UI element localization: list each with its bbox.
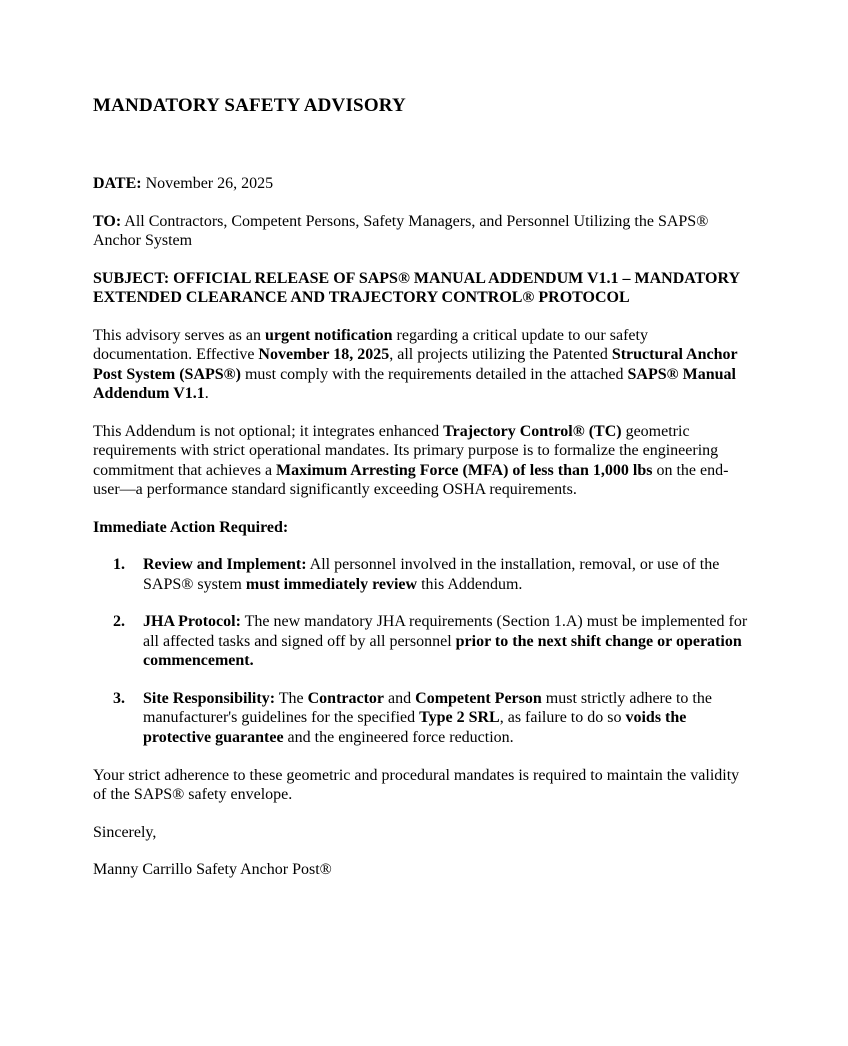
text-run: , as failure to do so	[499, 709, 626, 727]
document-title: MANDATORY SAFETY ADVISORY	[93, 95, 406, 116]
text-run: This advisory serves as an	[93, 326, 265, 344]
text-run: , all projects utilizing the Patented	[389, 346, 612, 364]
bold-text-run: November 18, 2025	[258, 346, 390, 364]
intro-paragraph	[93, 326, 748, 404]
list-item-number: 2.	[113, 613, 125, 631]
bold-text-run: voids the protective guarantee	[143, 709, 687, 746]
to-line	[93, 212, 748, 251]
text-run: regarding a critical update to our safety documentation. Effective	[93, 326, 648, 364]
text-run: on the end-user—a performance standard significantly exceeding OSHA requirements.	[93, 461, 729, 499]
bold-text-run: Contractor	[307, 689, 385, 707]
bold-text-run: SUBJECT: OFFICIAL RELEASE OF SAPS® MANUAL ADDENDUM V1.1 – MANDATORY EXTENDED CLEARANCE AND TRAJECTORY CONTROL® PROTOCOL	[93, 269, 740, 307]
text-run: Manny Carrillo Safety Anchor Post®	[93, 861, 332, 879]
list-item-jha-protocol	[93, 612, 748, 671]
list-item-site-responsibility	[93, 689, 748, 748]
immediate-action-heading	[93, 518, 748, 538]
bold-text-run: Site Responsibility:	[143, 689, 276, 707]
list-item-review-and-implement	[93, 555, 748, 594]
bold-text-run: Structural Anchor Post System (SAPS®)	[93, 346, 738, 383]
bold-text-run: prior to the next shift change or operation commencement.	[143, 632, 742, 670]
closing-paragraph	[93, 766, 748, 805]
list-item-text	[143, 555, 748, 594]
bold-text-run: TO:	[93, 212, 122, 230]
bold-text-run: Type 2 SRL	[419, 709, 500, 727]
text-run: must strictly adhere to the manufacturer's guidelines for the specified	[143, 689, 712, 727]
bold-text-run: Immediate Action Required:	[93, 518, 289, 536]
text-run: geometric requirements with strict operational mandates. Its primary purpose is to formalize the engineering commitment that achieves a	[93, 422, 719, 479]
document-body	[93, 174, 748, 879]
text-run: this Addendum.	[417, 575, 523, 593]
subject-line	[93, 269, 748, 308]
text-run: November 26, 2025	[141, 175, 274, 193]
text-run: must comply with the requirements detailed in the attached	[240, 365, 628, 383]
text-run: Your strict adherence to these geometric and procedural mandates is required to maintain the validity of the SAPS® safety envelope.	[93, 766, 740, 804]
list-item-number: 1.	[113, 556, 125, 574]
bold-text-run: Review and Implement:	[143, 556, 307, 574]
signature-line	[93, 860, 748, 880]
bold-text-run: SAPS® Manual Addendum V1.1	[93, 365, 736, 403]
bold-text-run: JHA Protocol:	[143, 613, 241, 631]
text-run: The new mandatory JHA requirements (Section 1.A) must be implemented for all affected tasks and signed off by all personnel	[143, 613, 748, 650]
addendum-paragraph	[93, 422, 748, 500]
bold-text-run: must immediately review	[245, 575, 418, 593]
text-run: The	[275, 689, 308, 707]
text-run: and	[384, 689, 416, 707]
sign-off	[93, 823, 748, 843]
text-run: All Contractors, Competent Persons, Safety Managers, and Personnel Utilizing the SAPS® Anchor System	[93, 212, 709, 250]
bold-text-run: Competent Person	[415, 689, 542, 707]
text-run: Sincerely,	[93, 823, 157, 841]
text-run: and the engineered force reduction.	[283, 729, 514, 746]
bold-text-run: urgent notification	[264, 326, 393, 344]
list-item-text	[143, 689, 748, 748]
text-run: This Addendum is not optional; it integrates enhanced	[93, 422, 444, 440]
date-line	[93, 174, 748, 194]
text-run: All personnel involved in the installation, removal, or use of the SAPS® system	[143, 556, 720, 593]
bold-text-run: Maximum Arresting Force (MFA) of less than 1,000 lbs	[276, 461, 653, 479]
list-item-number: 3.	[113, 689, 125, 707]
text-run: .	[204, 385, 209, 403]
bold-text-run: DATE:	[93, 175, 142, 193]
list-item-text	[143, 612, 748, 671]
bold-text-run: Trajectory Control® (TC)	[443, 422, 622, 440]
